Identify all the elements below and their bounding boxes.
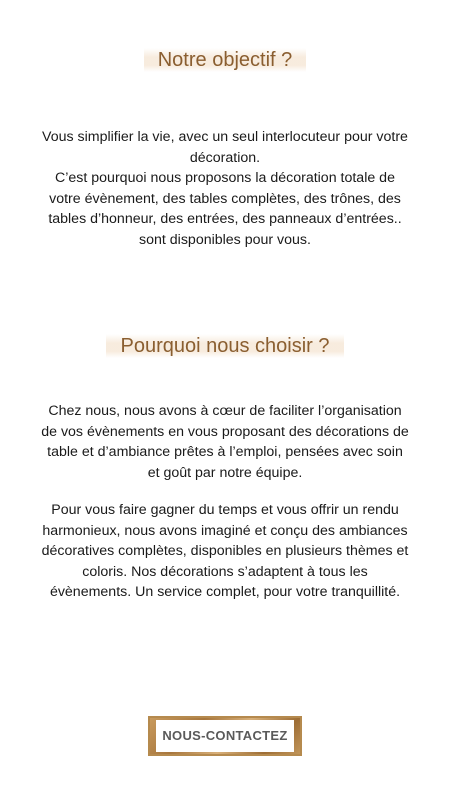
cta-container: [0, 716, 450, 756]
pourquoi-heading-text: Pourquoi nous choisir ?: [106, 334, 343, 358]
pourquoi-paragraph-1: Chez nous, nous avons à cœur de faciliter l’organisation de vos évènements en vous proposant des décorations de table et d’ambiance prêtes à l’emploi, pensées avec soin et goût par notre équipe.: [41, 403, 409, 481]
objectif-heading-text: Notre objectif ?: [144, 48, 307, 72]
pourquoi-heading: [0, 334, 450, 358]
contact-button-label: NOUS-CONTACTEZ: [156, 720, 293, 752]
pourquoi-paragraph-2: Pour vous faire gagner du temps et vous offrir un rendu harmonieux, nous avons imaginé et conçu des ambiances décoratives complètes, disponibles en plusieurs thèmes et coloris. Nos décorations s’adaptent à tous les évènements. Un service complet, pour votre tranquillité.: [41, 502, 409, 601]
objectif-paragraph-text: Vous simplifier la vie, avec un seul interlocuteur pour votre décoration. C’est pourquoi nous proposons la décoration totale de votre évènement, des tables complètes, des trônes, des tables d’honneur, des entrées, des panneaux d’entrées.. sont disponibles pour vous.: [42, 129, 408, 248]
objectif-paragraph: [40, 127, 410, 251]
objectif-heading: [0, 48, 450, 72]
contact-button[interactable]: [148, 716, 301, 756]
